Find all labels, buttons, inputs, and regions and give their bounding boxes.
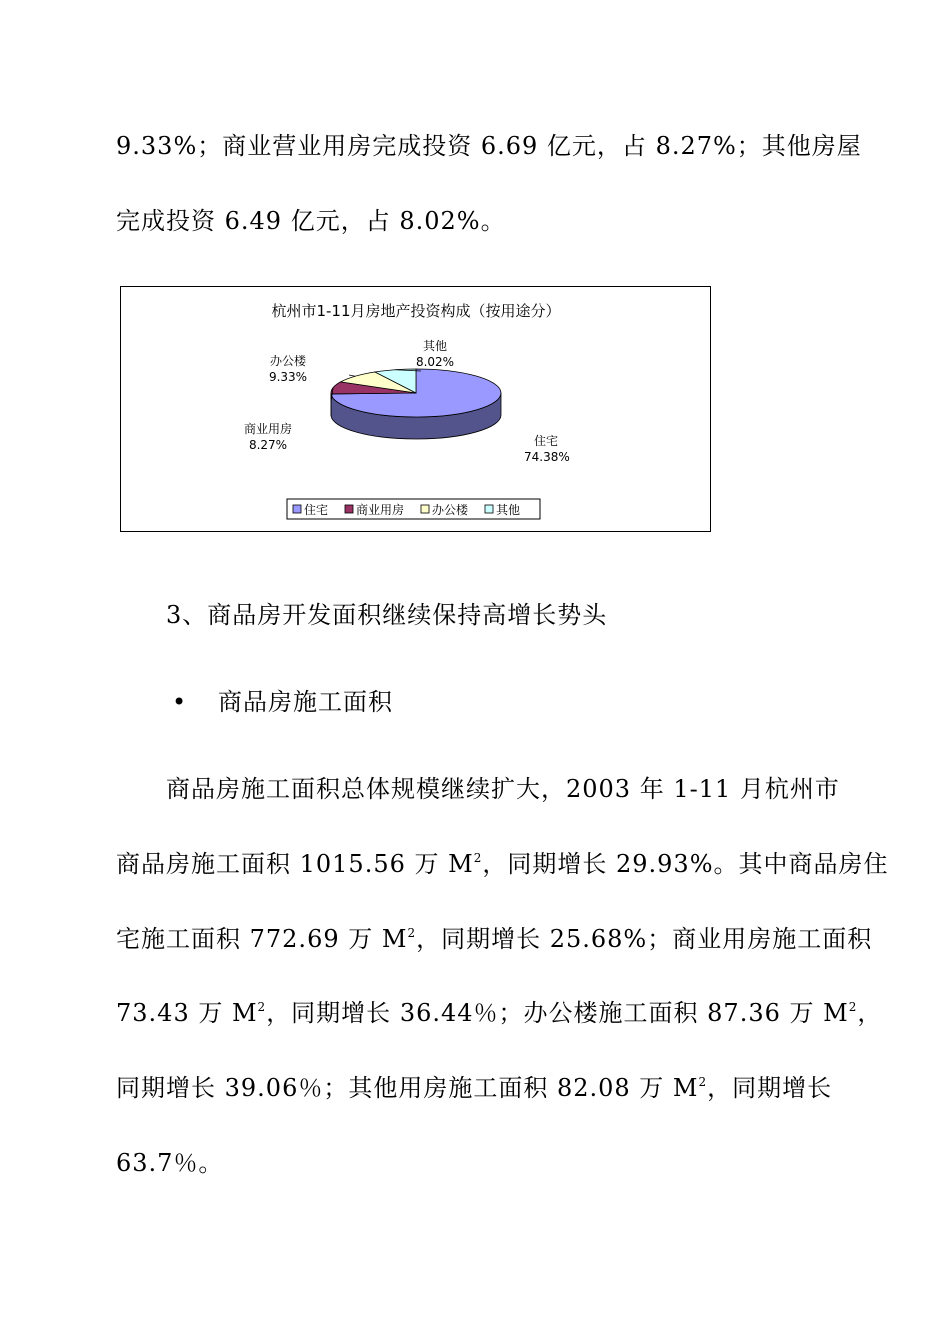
data-label-value-commercial: 8.27%	[248, 438, 288, 452]
legend-swatch-other	[485, 505, 493, 513]
pie-chart	[120, 286, 711, 532]
chart-title: 杭州市1-11月房地产投资构成（按用途分）	[271, 302, 561, 320]
data-label-name-residential: 住宅	[534, 434, 559, 448]
superscript: 2	[848, 1000, 858, 1014]
legend-label-residential: 住宅	[304, 503, 329, 517]
para-line-4: 73.43 万 $M^2$，同期增长 36.44％；办公楼施工面积 87.36 万 $M^2$，	[116, 999, 883, 1027]
para-line-3: 宅施工面积 772.69 万 $M^2$，同期增长 25.68%；商业用房施工面积	[116, 925, 873, 953]
superscript: 2	[698, 1075, 708, 1089]
legend-swatch-residential	[293, 505, 301, 513]
data-label-value-other: 8.02%	[415, 355, 455, 369]
para-line-1: 商品房施工面积总体规模继续扩大，2003 年 1-11 月杭州市	[166, 775, 840, 803]
para-line-6: 63.7％。	[116, 1149, 224, 1177]
pie-tops	[331, 369, 501, 417]
pie-chart-svg	[121, 287, 710, 531]
data-label-name-other: 其他	[422, 339, 448, 353]
superscript: 2	[257, 1000, 267, 1014]
data-label-name-commercial: 商业用房	[243, 422, 293, 436]
legend-swatch-commercial	[345, 505, 353, 513]
data-label-name-office: 办公楼	[269, 354, 307, 368]
legend-label-other: 其他	[496, 503, 521, 517]
section-heading: 3、商品房开发面积继续保持高增长势头	[166, 601, 608, 629]
legend-swatch-office	[421, 505, 429, 513]
superscript: 2	[473, 851, 483, 865]
data-label-value-residential: 74.38%	[524, 450, 570, 464]
superscript: 2	[407, 926, 417, 940]
para-line-5: 同期增长 39.06％；其他用房施工面积 82.08 万 $M^2$，同期增长	[116, 1074, 833, 1102]
para-line-2: 商品房施工面积 1015.56 万 $M^2$，同期增长 29.93%。其中商品房住	[116, 850, 889, 878]
legend-label-commercial: 商业用房	[356, 503, 405, 517]
bullet-marker: •	[172, 688, 188, 716]
body-text-line-1: 9.33%；商业营业用房完成投资 6.69 亿元，占 8.27%；其他房屋	[116, 132, 862, 160]
bullet-item-text: 商品房施工面积	[218, 688, 393, 716]
leader-line-office	[349, 375, 355, 376]
legend-label-office: 办公楼	[432, 503, 469, 517]
chart-legend	[287, 499, 540, 519]
body-text-line-2: 完成投资 6.49 亿元，占 8.02%。	[116, 207, 506, 235]
data-label-value-office: 9.33%	[268, 370, 308, 384]
